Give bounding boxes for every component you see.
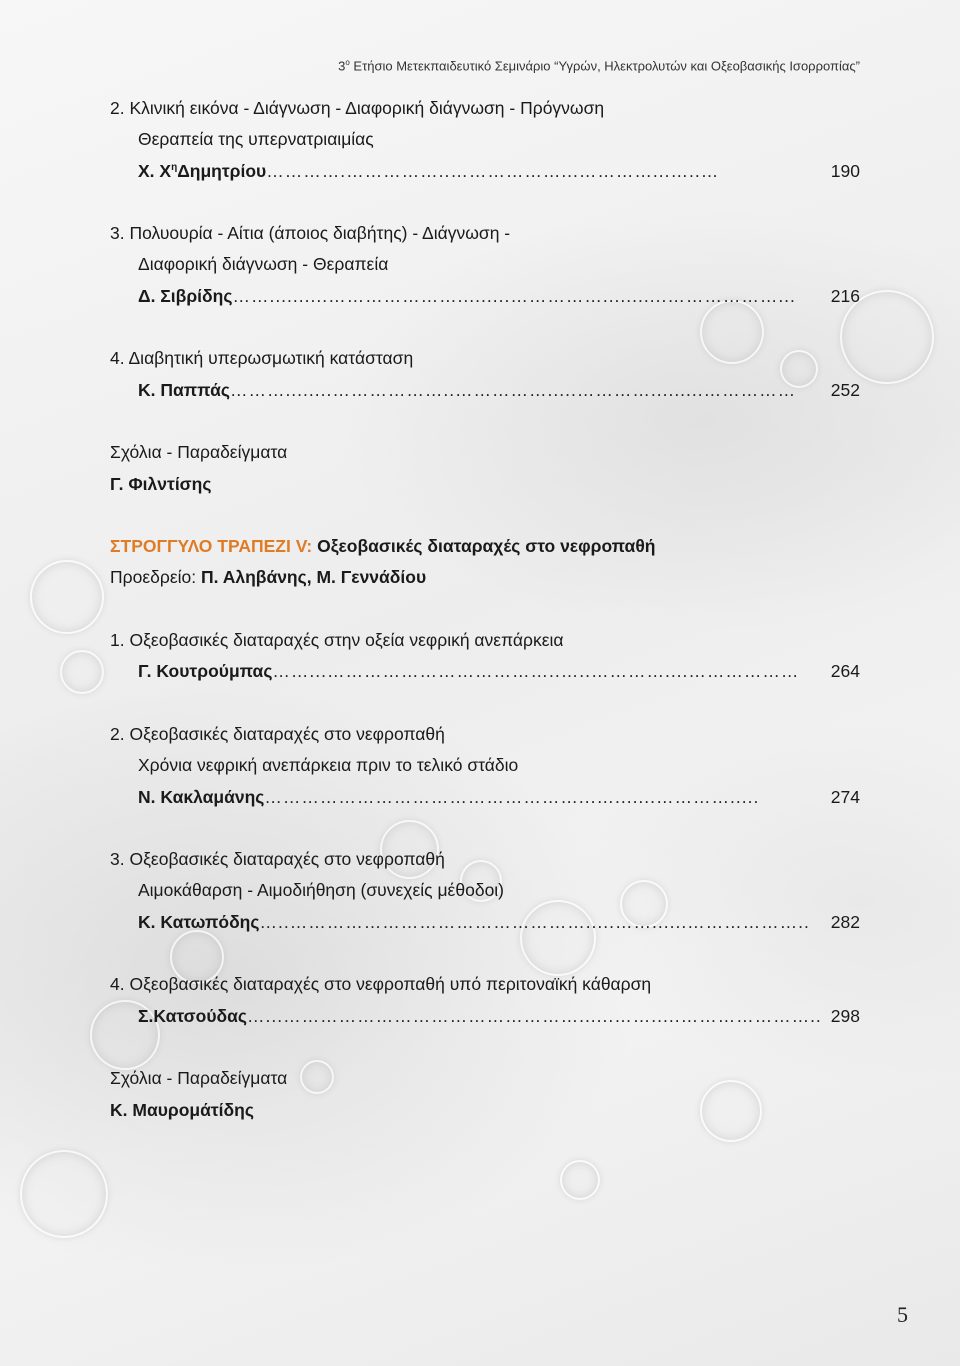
toc-item-3-leader: ……..........………………….........……………...........………………... (232, 285, 796, 306)
running-header (338, 58, 860, 73)
header-sup: ο (345, 58, 350, 67)
rt-item-4-page: 298 (830, 1005, 860, 1026)
rt-item-3-title: 3. Οξεοβασικές διαταραχές στο νεφροπαθή (110, 849, 445, 870)
toc-item-3-entry (110, 281, 860, 312)
roundtable-chair-names: Π. Αληβάνης, Μ. Γεννάδίου (200, 567, 427, 588)
toc-item-3-subtitle: Διαφορική διάγνωση - Θεραπεία (138, 254, 389, 275)
rt-item-2-subtitle: Χρόνια νεφρική ανεπάρκεια πριν το τελικό στάδιο (138, 755, 519, 776)
roundtable-heading (110, 531, 860, 562)
rt-item-3-author: Κ. Κατωπόδης (138, 911, 260, 932)
rt-item-2-leader: ……………………………………………...….......…………..... (264, 786, 760, 807)
toc-item-2-leader: ………….……………..………………...…………...…..… (266, 160, 720, 181)
rt-item-4-author: Σ.Κατσούδας (138, 1005, 247, 1026)
toc-item-2-page: 190 (830, 160, 860, 181)
toc-item-4-title: 4. Διαβητική υπερωσμωτική κατάσταση (110, 348, 414, 369)
toc-item-3-author: Δ. Σιβρίδης (138, 285, 233, 306)
toc-item-2-author: Χ. $X^\eta\Delta\eta\mu\eta\tau\rho ίo\upsilon$ (138, 160, 267, 181)
rt-item-2-author: Ν. Κακλαμάνης (138, 786, 265, 807)
toc-item-4-entry (110, 375, 860, 406)
rt-item-2-title: 2. Οξεοβασικές διαταραχές στο νεφροπαθή (110, 723, 445, 744)
toc-item-3-title: 3. Πολυουρία - Αίτια (άποιος διαβήτης) - Διάγνωση - (110, 223, 511, 244)
header-text: Ετήσιο Μετεκπαιδευτικό Σεμινάριο “Υγρών, Ηλεκτρολυτών και Οξεοβασικής Ισορροπίας” (349, 58, 860, 74)
toc-item-2-title: 2. Κλινική εικόνα - Διάγνωση - Διαφορική διάγνωση - Πρόγνωση (110, 98, 605, 118)
roundtable-chair-label: Προεδρείο: (110, 567, 201, 588)
rt-item-4-leader: …...…………………………………………......…….....………………….. (247, 1005, 822, 1026)
rt-item-4-entry (110, 1001, 860, 1032)
rt-item-1-entry (110, 656, 860, 687)
rt-item-1-author: Γ. Κουτρούμπας (138, 661, 273, 682)
notes-1-author: Γ. Φιλντίσης (110, 473, 212, 494)
roundtable-title: Οξεοβασικές διαταραχές στο νεφροπαθή (312, 536, 656, 557)
toc-item-3-page: 216 (830, 285, 860, 306)
notes-1-label: Σχόλια - Παραδείγματα (110, 442, 288, 463)
toc-item-4-author: Κ. Παππάς (138, 379, 230, 400)
rt-item-4-title: 4. Οξεοβασικές διαταραχές στο νεφροπαθή υπό περιτοναϊκή κάθαρση (110, 974, 652, 995)
roundtable-chair (110, 562, 860, 593)
rt-item-1-leader: ……...………………………………..…..…………....……………… (272, 661, 800, 682)
rt-item-2-entry (110, 782, 860, 813)
notes-2-author: Κ. Μαυρομάτίδης (110, 1099, 254, 1120)
toc-item-4-leader: ………........………………..…………….....………….........…………… (229, 379, 797, 400)
rt-item-1-page: 264 (830, 661, 860, 682)
rt-item-3-leader: …..………………………………………….....……......……………….. (259, 911, 810, 932)
rt-item-2-page: 274 (830, 786, 860, 807)
table-of-contents (110, 93, 860, 1126)
header-prefix: 3 (338, 58, 346, 74)
rt-item-1-title: 1. Οξεοβασικές διαταραχές στην οξεία νεφρική ανεπάρκεια (110, 630, 564, 651)
roundtable-label: ΣΤΡΟΓΓΥΛΟ ΤΡΑΠΕΖΙ V: (110, 536, 313, 557)
rt-item-3-entry (110, 907, 860, 938)
rt-item-3-page: 282 (830, 911, 860, 932)
toc-item-4-page: 252 (830, 379, 860, 400)
toc-item-2-subtitle: Θεραπεία της υπερνατριαιμίας (138, 129, 374, 150)
toc-item-2-entry (110, 156, 860, 187)
page-number: 5 (897, 1302, 908, 1327)
notes-2-label: Σχόλια - Παραδείγματα (110, 1068, 288, 1089)
rt-item-3-subtitle: Αιμοκάθαρση - Αιμοδιήθηση (συνεχείς μέθοδοι) (138, 880, 505, 901)
